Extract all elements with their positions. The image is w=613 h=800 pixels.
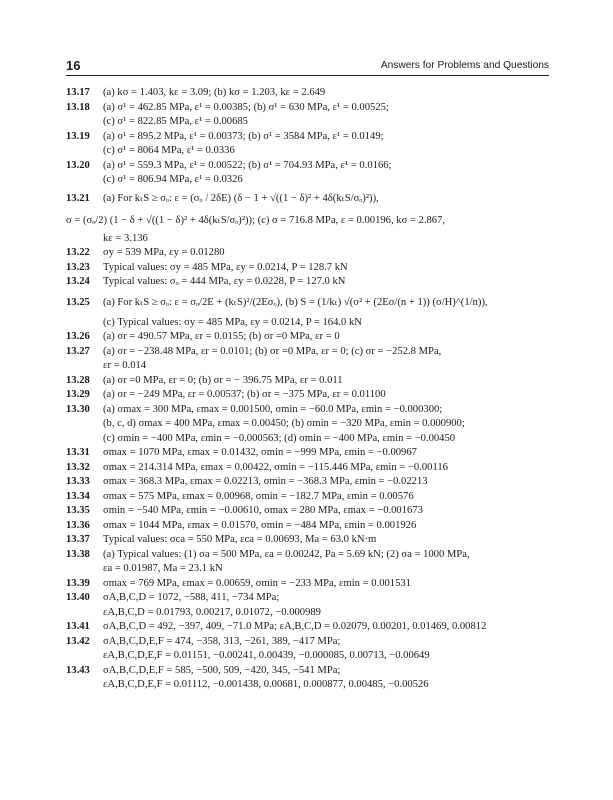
page-number: 16: [66, 58, 81, 73]
answer-entry: [66, 548, 551, 577]
answer-line: (a) σ¹ = 895.2 MPa, ε¹ = 0.00373; (b) σ¹ = 3584 MPa, ε¹ = 0.0149;: [103, 130, 384, 142]
answer-line: σ = (σₒ/2) (1 − δ + √((1 − δ)² + 4δ(kₜS/σₒ)²)); (c) σ = 716.8 MPa, ε = 0.00196, kσ = 2.867,: [66, 214, 446, 226]
answer-line: (a) kσ = 1.403, kε = 3.09; (b) kσ = 1.203, kε = 2.649: [103, 87, 326, 98]
answer-entry: [66, 159, 551, 188]
answer-line: σA,B,C,D = 1072, −588, 411, −734 MPa;: [103, 592, 280, 603]
answer-line: (a) σr = −238.48 MPa, εr = 0.0101; (b) σr =0 MPa, εr = 0; (c) σr = −252.8 MPa,: [103, 345, 442, 357]
problem-number: 13.37: [66, 534, 90, 545]
answer-line: (a) σr = 490.57 MPa, εr = 0.0155; (b) σr =0 MPa, εr = 0: [103, 331, 340, 342]
answer-entry: [66, 519, 551, 534]
answer-entry: [66, 330, 551, 345]
answer-line: σA,B,C,D,E,F = 585, −500, 509, −420, 345, −541 MPa;: [103, 664, 341, 676]
answer-entry: [66, 475, 551, 490]
answer-text: [103, 664, 551, 693]
answer-text: [103, 548, 551, 577]
answer-line: σy = 539 MPa, εy = 0.01280: [103, 247, 225, 258]
problem-number: 13.24: [66, 276, 90, 287]
answer-line: (a) σ¹ = 462.85 MPa, ε¹ = 0.00385; (b) σ¹ = 630 MPa, ε¹ = 0.00525;: [103, 101, 389, 113]
answer-entry: [66, 130, 551, 159]
problem-number: 13.43: [66, 664, 90, 676]
problem-number: 13.30: [66, 403, 90, 415]
answer-text: [103, 533, 551, 548]
answer-line: σmax = 214.314 MPa, εmax = 0.00422, σmin = −115.446 MPa, εmin = −0.00116: [103, 461, 448, 473]
answer-line: Typical values: σy = 485 MPa, εy = 0.0214, P = 128.7 kN: [103, 261, 348, 273]
answer-line: εr = 0.014: [103, 360, 147, 371]
problem-number: 13.38: [66, 548, 90, 560]
problem-number: 13.21: [66, 192, 90, 204]
problem-number: 13.42: [66, 635, 90, 647]
answer-line: (c) σmin = −400 MPa, εmin = −0.000563; (d) σmin = −400 MPa, εmin = −0.00450: [103, 432, 456, 444]
answer-text: [103, 130, 551, 159]
answer-line: (a) For kₜS ≥ σₒ: ε = (σₒ / 2δE) (δ − 1 + √((1 − δ)² + 4δ(kₜS/σₒ)²)),: [103, 192, 379, 204]
answer-text: [103, 330, 551, 345]
answer-text: [103, 519, 551, 534]
answer-line: (a) σ¹ = 559.3 MPa, ε¹ = 0.00522; (b) σ¹ = 704.93 MPa, ε¹ = 0.0166;: [103, 159, 392, 171]
answer-text: [103, 374, 551, 389]
problem-number: 13.40: [66, 592, 90, 603]
answer-entry: [66, 246, 551, 261]
answer-text: [103, 345, 551, 374]
answer-line: (a) σr = −249 MPa, εr = 0.00537; (b) σr = −375 MPa, εr = 0.01100: [103, 389, 386, 400]
answer-text: [103, 577, 551, 592]
answer-entry: [66, 290, 551, 331]
answer-text: [103, 446, 551, 461]
problem-number: 13.41: [66, 621, 90, 632]
answer-entry: [66, 635, 551, 664]
running-title: Answers for Problems and Questions: [380, 60, 549, 71]
answer-text: [103, 86, 551, 101]
problem-number: 13.33: [66, 476, 90, 487]
answer-entry: [66, 101, 551, 130]
problem-number: 13.32: [66, 461, 90, 473]
answer-line: σmax = 368.3 MPa, εmax = 0.02213, σmin = −368.3 MPa, εmin = −0.02213: [103, 476, 428, 487]
answer-line: εA,B,C,D,E,F = 0.01151, −0.00241, 0.00439, −0.000085, 0.00713, −0.00649: [103, 650, 430, 661]
answer-text: [103, 388, 551, 403]
problem-number: 13.31: [66, 447, 90, 458]
answer-line: σA,B,C,D,E,F = 474, −358, 313, −261, 389, −417 MPa;: [103, 635, 341, 647]
answer-entry: [66, 490, 551, 505]
problem-number: 13.29: [66, 389, 90, 400]
problem-number: 13.18: [66, 101, 90, 113]
problem-number: 13.35: [66, 505, 90, 516]
answer-entry: [66, 504, 551, 519]
answer-line: (c) Typical values: σy = 485 MPa, εy = 0.0214, P = 164.0 kN: [103, 316, 362, 328]
answer-entry: [66, 275, 551, 290]
answer-entry: [66, 188, 551, 247]
answer-line: (a) σmax = 300 MPa, εmax = 0.001500, σmin = −60.0 MPa, εmin = −0.000300;: [103, 403, 443, 415]
answer-line: σmax = 769 MPa, εmax = 0.00659, σmin = −233 MPa, εmin = 0.001531: [103, 577, 411, 589]
answer-entry: [66, 388, 551, 403]
answer-text: [103, 504, 551, 519]
answer-line: (c) σ¹ = 822.85 MPa, ε¹ = 0.00685: [103, 116, 248, 127]
answer-line: Typical values: σca = 550 MPa, εca = 0.00693, Ma = 63.0 kN·m: [103, 534, 377, 545]
answer-line: (a) Typical values: (1) σa = 500 MPa, εa = 0.00242, Pa = 5.69 kN; (2) σa = 1000 MPa,: [103, 548, 470, 560]
answer-entry: [66, 345, 551, 374]
problem-number: 13.26: [66, 331, 90, 342]
answer-line: (a) σr =0 MPa, εr = 0; (b) σr = − 396.75 MPa, εr = 0.011: [103, 374, 343, 386]
answer-entry: [66, 577, 551, 592]
answer-text: [103, 403, 551, 447]
answer-line: σmax = 1070 MPa, εmax = 0.01432, σmin = −999 MPa, εmin = −0.00967: [103, 447, 417, 458]
answer-entry: [66, 86, 551, 101]
header-rule: [66, 75, 549, 76]
answer-line: (c) σ¹ = 806.94 MPa, ε¹ = 0.0326: [103, 174, 243, 185]
answer-line: εA,B,C,D,E,F = 0.01112, −0.001438, 0.00681, 0.000877, 0.00485, −0.00526: [103, 679, 429, 690]
problem-number: 13.27: [66, 345, 90, 357]
answer-text: [103, 290, 551, 331]
problem-number: 13.23: [66, 261, 90, 273]
answer-entry: [66, 374, 551, 389]
answer-text: [103, 461, 551, 476]
answers-list: [66, 86, 551, 693]
answer-text: [103, 475, 551, 490]
answer-text: [103, 246, 551, 261]
problem-number: 13.36: [66, 519, 90, 531]
answer-entry: [66, 446, 551, 461]
answer-line: (c) σ¹ = 8064 MPa, ε¹ = 0.0336: [103, 145, 235, 156]
answer-text: [103, 261, 551, 276]
problem-number: 13.28: [66, 374, 90, 386]
answer-line: (a) For kₜS ≥ σₒ: ε = σₒ/2E + (kₜS)²/(2Eσₒ), (b) S = (1/kₜ) √(σ² + (2Eσ/(n + 1)) (σ/H)^(1/n)),: [103, 296, 488, 308]
answer-text: [103, 620, 551, 635]
answer-entry: [66, 664, 551, 693]
problem-number: 13.34: [66, 490, 90, 502]
answer-line: kε = 3.136: [103, 232, 148, 244]
answer-line: σmax = 1044 MPa, εmax = 0.01570, σmin = −484 MPa, εmin = 0.001926: [103, 519, 417, 531]
answer-text: [103, 591, 551, 620]
answer-line: (b, c, d) σmax = 400 MPa, εmax = 0.00450; (b) σmin = −320 MPa, εmin = 0.000900;: [103, 418, 465, 429]
problem-number: 13.20: [66, 159, 90, 171]
problem-number: 13.19: [66, 130, 90, 142]
problem-number: 13.39: [66, 577, 90, 589]
answer-entry: [66, 403, 551, 447]
answer-line: σmin = −540 MPa, εmin = −0.00610, σmax = 280 MPa, εmax = −0.001673: [103, 505, 423, 516]
answer-text: [103, 101, 551, 130]
problem-number: 13.17: [66, 87, 90, 98]
answer-entry: [66, 591, 551, 620]
answer-line: Typical values: σₒ = 444 MPa, εy = 0.0228, P = 127.0 kN: [103, 276, 346, 287]
answer-entry: [66, 261, 551, 276]
answer-entry: [66, 620, 551, 635]
problem-number: 13.22: [66, 247, 90, 258]
answer-entry: [66, 533, 551, 548]
answer-text: [103, 275, 551, 290]
page-header: [66, 55, 549, 75]
problem-number: 13.25: [66, 296, 90, 308]
answer-line: εA,B,C,D = 0.01793, 0.00217, 0.01072, −0.000989: [103, 606, 321, 618]
answer-line: σA,B,C,D = 492, −397, 409, −71.0 MPa; εA,B,C,D = 0.02079, 0.00201, 0.01469, 0.00812: [103, 621, 487, 632]
answer-entry: [66, 461, 551, 476]
answer-text: [103, 635, 551, 664]
answer-line: σmax = 575 MPa, εmax = 0.00968, σmin = −182.7 MPa, εmin = 0.00576: [103, 490, 414, 502]
answer-text: [103, 159, 551, 188]
answer-line: εa = 0.01987, Ma = 23.1 kN: [103, 563, 223, 574]
answer-text: [103, 490, 551, 505]
